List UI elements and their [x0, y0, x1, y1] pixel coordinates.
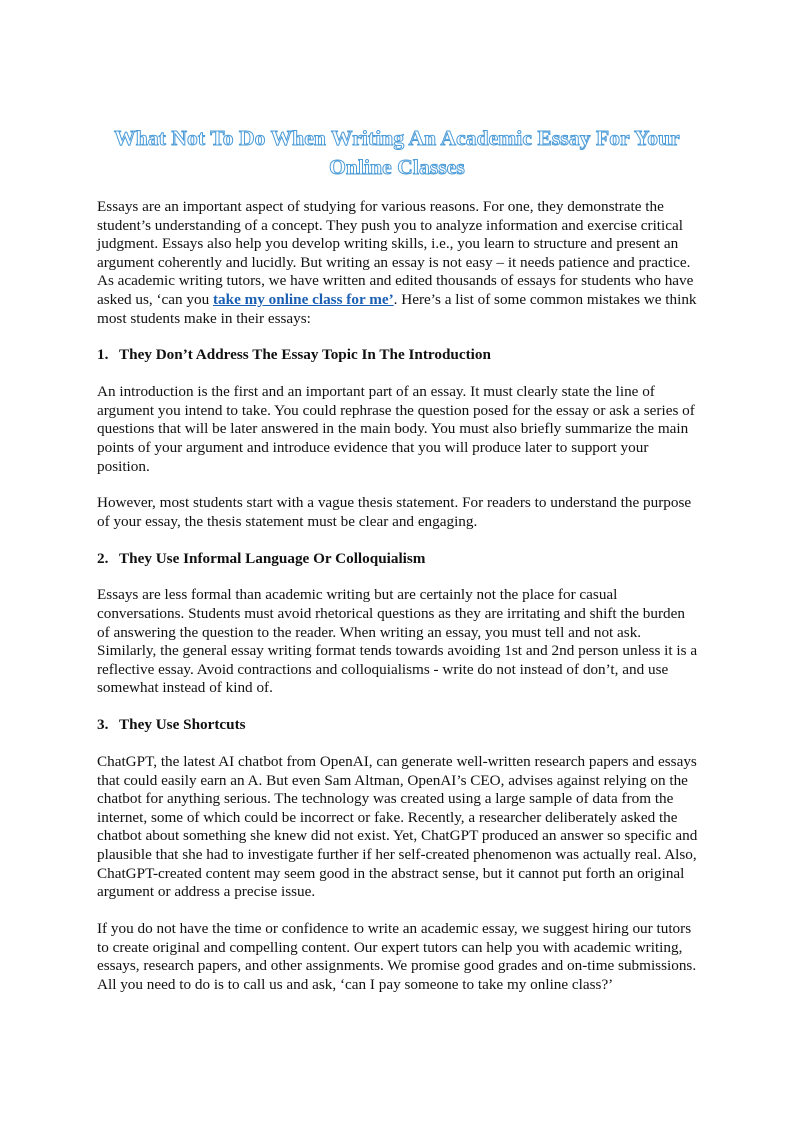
section-heading-text: They Use Informal Language Or Colloquialism	[119, 549, 426, 567]
section-heading-1	[97, 346, 699, 365]
section-1-paragraph-1: An introduction is the first and an important part of an essay. It must clearly state the line of argument you intend to take. You could rephrase the question posed for the essay or ask a series of questions that will be later answered in the main body. You must also briefly summarize the main points of your argument and introduce evidence that you will produce later to support your position.	[97, 383, 695, 475]
intro-paragraph	[97, 198, 699, 328]
section-heading-text: They Don’t Address The Essay Topic In The Introduction	[119, 346, 491, 364]
section-heading-text: They Use Shortcuts	[119, 716, 246, 734]
section-1-paragraph-2: However, most students start with a vague thesis statement. For readers to understand the purpose of your essay, the thesis statement must be clear and engaging.	[97, 494, 692, 530]
document-title: What Not To Do When Writing An Academic Essay For Your Online Classes	[114, 126, 680, 179]
intro-text: Essays are an important aspect of studying for various reasons. For one, they demonstrate the student’s understanding of a concept. They push you to analyze information and exercise critical judgment. Essays also help you develop writing skills, i.e., you learn to structure and present an argument coherently and lucidly. But writing an essay is not easy – it needs patience and practice. As academic writing tutors, we have written and edited thousands of essays for students who have asked us, ‘can you	[97, 198, 694, 308]
take-my-online-class-link[interactable]: take my online class for me’	[212, 290, 394, 308]
section-number: 2.	[97, 549, 109, 567]
section-heading-2	[97, 550, 699, 569]
intro-text-end: . Here’s a list of some common mistakes we think most students make in their essays:	[97, 290, 697, 327]
section-number: 3.	[97, 716, 109, 734]
section-2-paragraph-1: Essays are less formal than academic writing but are certainly not the place for casual conversations. Students must avoid rhetorical questions as they are irritating and shift the burden of answering the question to the reader. When writing an essay, you must tell and not ask. Similarly, the general essay writing format tends towards avoiding 1st and 2nd person unless it is a reflective essay. Avoid contractions and colloquialisms - write do not instead of don’t, and use somewhat instead of kind of.	[97, 586, 698, 697]
section-3-paragraph-1: ChatGPT, the latest AI chatbot from OpenAI, can generate well-written research papers and essays that could easily earn an A. But even Sam Altman, OpenAI’s CEO, advises against relying on the chatbot for anything serious. The technology was created using a large sample of data from the internet, some of which could be incorrect or fake. Recently, a researcher deliberately asked the chatbot about something she knew did not exist. Yet, ChatGPT produced an answer so specific and plausible that she had to investigate further if her self-created phenomenon was actually real. Also, ChatGPT-created content may seem good in the abstract sense, but it cannot put forth an original argument or address a precise issue.	[97, 752, 698, 901]
section-number: 1.	[97, 346, 109, 364]
section-heading-3	[97, 716, 699, 735]
document-body	[97, 198, 699, 1012]
section-3-paragraph-2: If you do not have the time or confidence to write an academic essay, we suggest hiring our tutors to create original and compelling content. Our expert tutors can help you with academic writing, essays, research papers, and other assignments. We promise good grades and on-time submissions. All you need to do is to call us and ask, ‘can I pay someone to take my online class?’	[97, 919, 697, 993]
